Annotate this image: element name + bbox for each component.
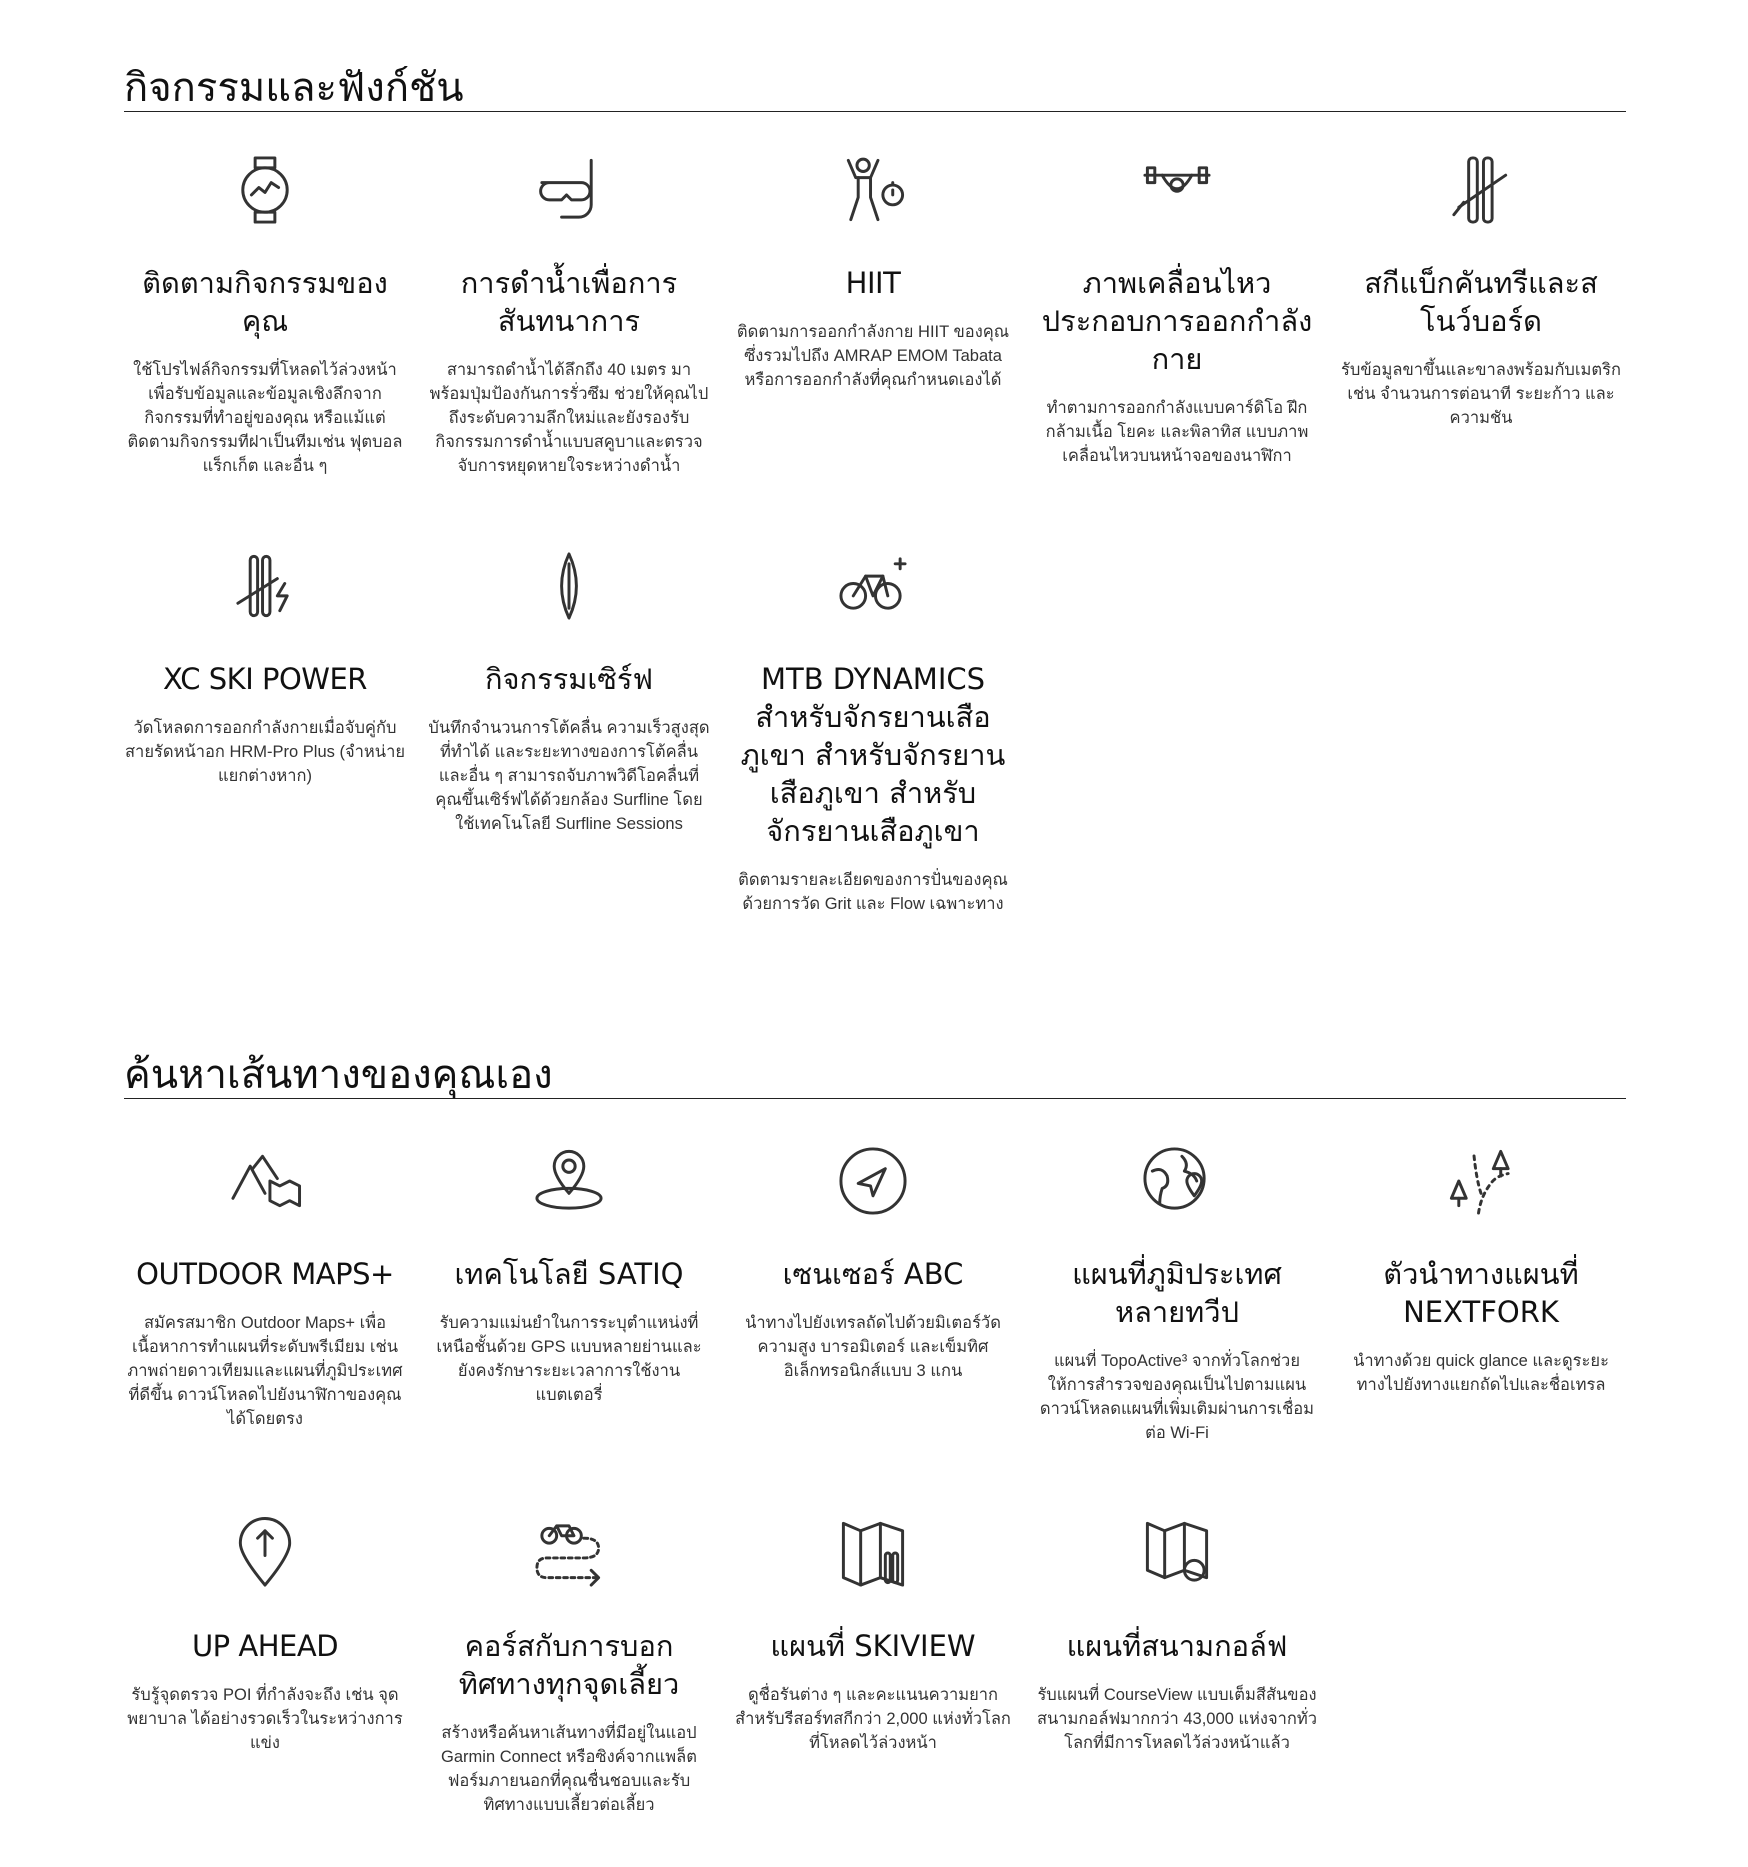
card-title: ตัวนำทางแผนที่ NEXTFORK (1383, 1257, 1579, 1329)
card-description: รับรู้จุดตรวจ POI ที่กำลังจะถึง เช่น จุดพยาบาล ได้อย่างรวดเร็วในระหว่างการแข่ง (127, 1686, 403, 1752)
feature-card-activity-tracking (124, 150, 406, 478)
golf-map-icon (1137, 1513, 1217, 1593)
card-description: ติดตามรายละเอียดของการปั่นของคุณด้วยการวัด Grit และ Flow เฉพาะทาง (738, 871, 1008, 913)
feature-card-mtb-dynamics (732, 546, 1014, 916)
mountain-map-icon (225, 1141, 305, 1221)
card-title: MTB DYNAMICS สำหรับจักรยานเสือภูเขา สำหรับจักรยานเสือภูเขา สำหรับจักรยานเสือภูเขา (740, 662, 1006, 848)
location-pin-icon (529, 1141, 609, 1221)
mountain-bike-icon (833, 546, 913, 626)
card-description: สร้างหรือค้นหาเส้นทางที่มีอยู่ในแอป Garmin Connect หรือซิงค์จากแพล็ตฟอร์มภายนอกที่คุณชื่นชอบและรับทิศทางแบบเลี้ยวต่อเลี้ยว (441, 1724, 697, 1814)
watch-activity-icon (225, 150, 305, 230)
compass-arrow-icon (833, 1141, 913, 1221)
section-title: กิจกรรมและฟังก์ชัน (124, 64, 1626, 112)
card-description: ทำตามการออกกำลังแบบคาร์ดิโอ ฝึกกล้ามเนื้อ โยคะ และพิลาทิส แบบภาพเคลื่อนไหวบนหน้าจอของนาฬิกา (1045, 399, 1309, 465)
navigation-section (124, 1051, 1626, 1814)
card-title: เทคโนโลยี SATIQ (454, 1257, 684, 1291)
card-title: สกีแบ็กคันทรีและสโนว์บอร์ด (1364, 266, 1598, 338)
trail-fork-trees-icon (1441, 1141, 1521, 1221)
feature-card-topo-maps (1036, 1141, 1318, 1445)
feature-card-nextfork (1340, 1141, 1622, 1397)
ski-map-icon (833, 1513, 913, 1593)
card-title: XC SKI POWER (163, 662, 367, 696)
weightlifting-icon (1137, 150, 1217, 230)
bike-course-icon (529, 1513, 609, 1593)
card-description: สามารถดำน้ำได้ลึกถึง 40 เมตร มาพร้อมปุ่มป้องกันการรั่วซึม ช่วยให้คุณไปถึงระดับความลึกใหม่และยังรองรับกิจกรรมการดำน้ำแบบสคูบาและตรวจจับการหยุดหายใจระหว่างดำน้ำ (429, 361, 709, 475)
card-title: ติดตามกิจกรรมของคุณ (142, 266, 388, 338)
feature-card-courses (428, 1513, 710, 1817)
section-title: ค้นหาเส้นทางของคุณเอง (124, 1051, 1626, 1099)
snorkel-mask-icon (529, 150, 609, 230)
card-description: ดูชื่อรันต่าง ๆ และคะแนนความยากสำหรับรีสอร์ทสกีกว่า 2,000 แห่งทั่วโลกที่โหลดไว้ล่วงหน้า (735, 1686, 1011, 1752)
card-description: บันทึกจำนวนการโต้คลื่น ความเร็วสูงสุดที่ทำได้ และระยะทางของการโต้คลื่นและอื่น ๆ สามารถจับภาพวิดีโอคลื่นที่คุณขึ้นเซิร์ฟได้ด้วยกล้อง Surfline โดยใช้เทคโนโลยี Surfline Sessions (428, 719, 710, 833)
skis-icon (1441, 150, 1521, 230)
card-description: รับความแม่นยำในการระบุตำแหน่งที่เหนือชั้นด้วย GPS แบบหลายย่านและยังคงรักษาระยะเวลาการใช้งานแบตเตอรี่ (436, 1314, 702, 1404)
feature-card-backcountry-ski (1340, 150, 1622, 430)
card-description: ติดตามการออกกำลังกาย HIIT ของคุณ ซึ่งรวมไปถึง AMRAP EMOM Tabata หรือการออกกำลังที่คุณกำหนดเองได้ (736, 323, 1010, 389)
feature-card-animated-workouts (1036, 150, 1318, 468)
surfboard-icon (529, 546, 609, 626)
globe-pin-icon (1137, 1141, 1217, 1221)
card-title: ภาพเคลื่อนไหวประกอบการออกกำลังกาย (1041, 266, 1313, 376)
card-description: สมัครสมาชิก Outdoor Maps+ เพื่อเนื้อหาการทำแผนที่ระดับพรีเมียม เช่น ภาพถ่ายดาวเทียมและแผนที่ภูมิประเทศที่ดีขึ้น ดาวน์โหลดไปยังนาฬิกาของคุณได้โดยตรง (127, 1314, 403, 1428)
card-title: การดำน้ำเพื่อการสันทนาการ (460, 266, 678, 338)
card-description: รับข้อมูลขาขึ้นและขาลงพร้อมกับเมตริก เช่น จำนวนการต่อนาที ระยะก้าว และความชัน (1340, 361, 1621, 427)
feature-card-golf-maps (1036, 1513, 1318, 1755)
feature-card-abc-sensors (732, 1141, 1014, 1383)
feature-card-outdoor-maps (124, 1141, 406, 1431)
card-description: รับแผนที่ CourseView แบบเต็มสีสันของสนามกอล์ฟมากกว่า 43,000 แห่งจากทั่วโลกที่มีการโหลดไว้ล่วงหน้าแล้ว (1036, 1686, 1318, 1752)
card-title: เซนเซอร์ ABC (782, 1257, 964, 1291)
card-title: OUTDOOR MAPS+ (136, 1257, 394, 1291)
xc-ski-power-icon (225, 546, 305, 626)
card-title: UP AHEAD (191, 1629, 339, 1663)
card-description: นำทางด้วย quick glance และดูระยะทางไปยังทางแยกถัดไปและชื่อเทรล (1353, 1352, 1609, 1394)
feature-card-satiq (428, 1141, 710, 1407)
card-title: แผนที่ SKIVIEW (770, 1629, 976, 1663)
card-description: นำทางไปยังเทรลถัดไปด้วยมิเตอร์วัดความสูง บารอมิเตอร์ และเข็มทิศอิเล็กทรอนิกส์แบบ 3 แกน (745, 1314, 1001, 1380)
up-ahead-pin-icon (225, 1513, 305, 1593)
feature-card-hiit (732, 150, 1014, 392)
feature-card-snorkel (428, 150, 710, 478)
feature-card-xc-ski-power (124, 546, 406, 788)
card-title: แผนที่สนามกอล์ฟ (1066, 1629, 1288, 1663)
card-title: คอร์สกับการบอกทิศทางทุกจุดเลี้ยว (458, 1629, 680, 1701)
card-description: ใช้โปรไฟล์กิจกรรมที่โหลดไว้ล่วงหน้าเพื่อรับข้อมูลและข้อมูลเชิงลึกจากกิจกรรมที่ทำอยู่ของคุณ หรือแม้แต่ติดตามกิจกรรมทีฝาเป็นทีมเช่น ฟุตบอล แร็กเก็ต และอื่น ๆ (127, 361, 403, 475)
card-description: วัดโหลดการออกกำลังกายเมื่อจับคู่กับสายรัดหน้าอก HRM-Pro Plus (จำหน่ายแยกต่างหาก) (124, 719, 406, 785)
hiit-person-stopwatch-icon (833, 150, 913, 230)
card-title: HIIT (845, 266, 901, 300)
feature-card-skiview (732, 1513, 1014, 1755)
card-title: กิจกรรมเซิร์ฟ (484, 662, 654, 696)
card-description: แผนที่ TopoActive³ จากทั่วโลกช่วยให้การสำรวจของคุณเป็นไปตามแผน ดาวน์โหลดแผนที่เพิ่มเติมผ่านการเชื่อมต่อ Wi-Fi (1039, 1352, 1315, 1442)
card-title: แผนที่ภูมิประเทศหลายทวีป (1072, 1257, 1282, 1329)
feature-card-surf (428, 546, 710, 836)
feature-card-up-ahead (124, 1513, 406, 1755)
activities-section (124, 64, 1626, 913)
